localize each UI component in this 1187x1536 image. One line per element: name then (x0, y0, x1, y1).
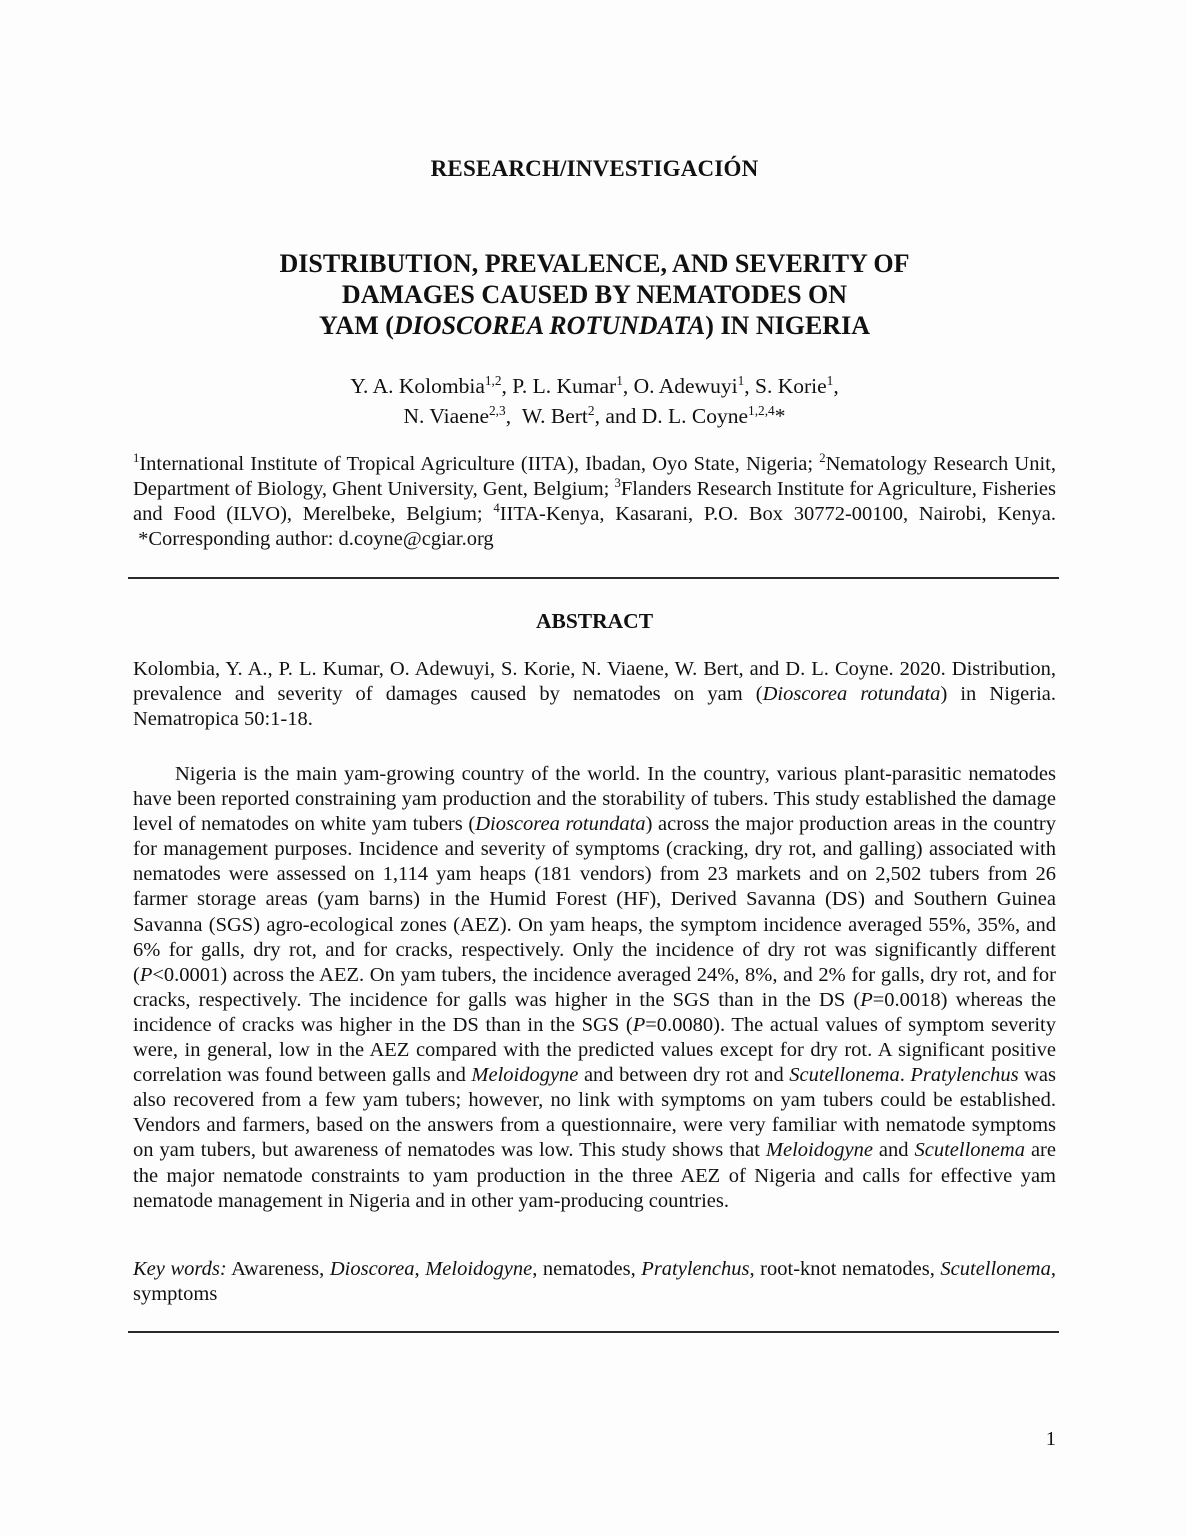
page-number: 1 (1045, 1428, 1056, 1450)
paper-title-line-3: YAM (DIOSCOREA ROTUNDATA) IN NIGERIA (319, 311, 870, 340)
abstract-heading: ABSTRACT (535, 609, 654, 633)
section-header: RESEARCH/INVESTIGACIÓN (430, 156, 759, 181)
keywords: Key words: Awareness, Dioscorea, Meloidogyne, nematodes, Pratylenchus, root-knot nematodes, Scutellonema, symptoms (133, 1258, 1056, 1306)
citation: Kolombia, Y. A., P. L. Kumar, O. Adewuyi, S. Korie, N. Viaene, W. Bert, and D. L. Coyne. 2020. Distribution, prevalence and severity of damages caused by nematodes on yam (Dioscorea rotundata) in Nigeria. Nematropica 50:1-18. (133, 658, 1056, 731)
affiliations: $^1$International Institute of Tropical Agriculture (IITA), Ibadan, Oyo State, Nigeria; $^2$Nematology Research Unit, Department of Biology, Ghent University, Gent, Belgium; $^3$Flanders Research Institute for Agriculture, Fisheries and Food (ILVO), Merelbeke, Belgium; $^4$IITA-Kenya, Kasarani, P.O. Box 30772-00100, Nairobi, Kenya. *Corresponding author: d.coyne@cgiar.org (133, 451, 1057, 551)
authors-line-1: Y. A. Kolombia$^{1,2}$, P. L. Kumar$^1$, O. Adewuyi$^1$, S. Korie$^1$, (350, 372, 839, 398)
divider-top (128, 577, 1059, 579)
paper-title-line-1: DISTRIBUTION, PREVALENCE, AND SEVERITY OF (279, 249, 910, 278)
abstract-paragraph: Nigeria is the main yam-growing country of the world. In the country, various plant-parasitic nematodes have been reported constraining yam production and the storability of tubers. This study established the damage level of nematodes on white yam tubers (Dioscorea rotundata) across the major production areas in the country for management purposes. Incidence and severity of symptoms (cracking, dry rot, and galling) associated with nematodes were assessed on 1,114 yam heaps (181 vendors) from 23 markets and on 2,502 tubers from 26 farmer storage areas (yam barns) in the Humid Forest (HF), Derived Savanna (DS) and Southern Guinea Savanna (SGS) agro-ecological zones (AEZ). On yam heaps, the symptom incidence averaged 55%, 35%, and 6% for galls, dry rot, and for cracks, respectively. Only the incidence of dry rot was significantly different (P<0.0001) across the AEZ. On yam tubers, the incidence averaged 24%, 8%, and 2% for galls, dry rot, and for cracks, respectively. The incidence for galls was higher in the SGS than in the DS (P=0.0018) whereas the incidence of cracks was higher in the DS than in the SGS (P=0.0080). The actual values of symptom severity were, in general, low in the AEZ compared with the predicted values except for dry rot. A significant positive correlation was found between galls and Meloidogyne and between dry rot and Scutellonema. Pratylenchus was also recovered from a few yam tubers; however, no link with symptoms on yam tubers could be established. Vendors and farmers, based on the answers from a questionnaire, were very familiar with nematode symptoms on yam tubers, but awareness of nematodes was low. This study shows that Meloidogyne and Scutellonema are the major nematode constraints to yam production in the three AEZ of Nigeria and calls for effective yam nematode management in Nigeria and in other yam-producing countries. (133, 763, 1057, 1212)
authors-line-2: N. Viaene$^{2,3}$, W. Bert$^2$, and D. L. Coyne$^{1,2,4}$* (403, 402, 786, 428)
paper-title-line-2: DAMAGES CAUSED BY NEMATODES ON (341, 280, 848, 309)
divider-bottom (128, 1331, 1059, 1333)
